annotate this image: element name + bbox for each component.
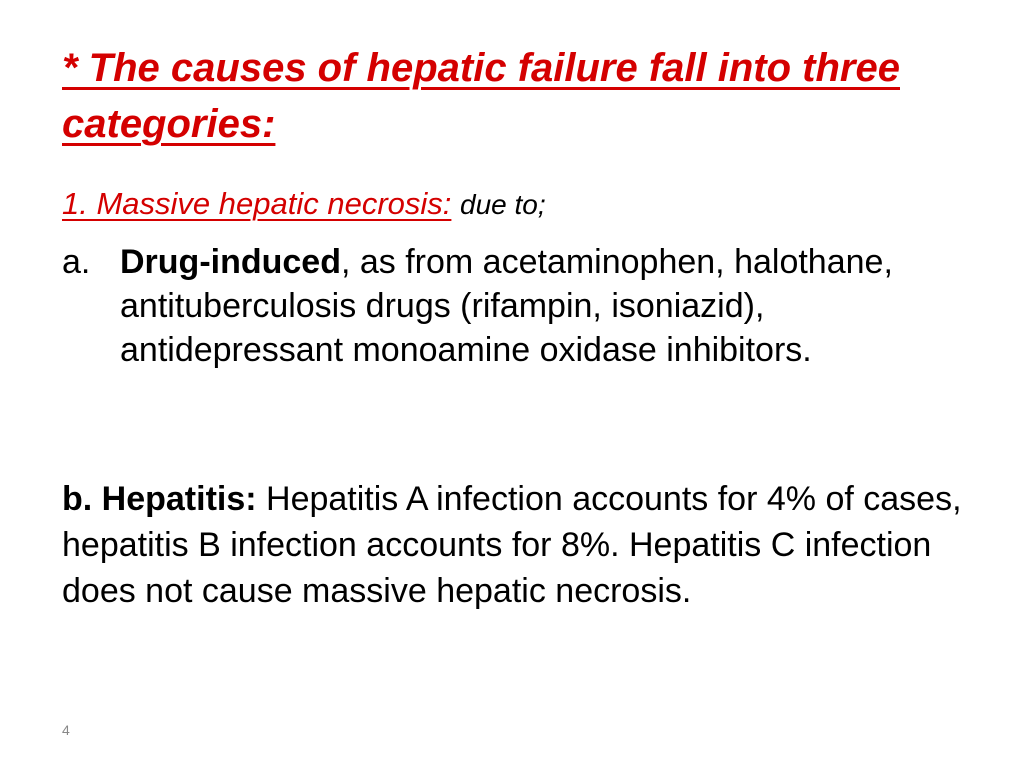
list-item-b: [62, 476, 992, 614]
section-heading-label: 1. Massive hepatic necrosis:: [62, 186, 452, 221]
section-heading-suffix: due to;: [460, 189, 546, 220]
section-heading: [62, 182, 962, 227]
list-item-bold: Drug-induced: [120, 243, 341, 281]
list-marker: a.: [62, 243, 91, 281]
list-item-bold: b. Hepatitis:: [62, 480, 257, 518]
list-item-text: Hepatitis A infection accounts for 4% of cases, hepatitis B infection accounts for 8%. Hepatitis C infection does not cause massive hepatic necrosis.: [62, 480, 962, 610]
list-item-text: , as from acetaminophen, halothane, antituberculosis drugs (rifampin, isoniazid), antidepressant monoamine oxidase inhibitors.: [120, 243, 893, 369]
list-item-body: [120, 240, 982, 372]
page-number: 4: [62, 722, 70, 738]
slide-title: * The causes of hepatic failure fall into three categories:: [62, 46, 900, 146]
